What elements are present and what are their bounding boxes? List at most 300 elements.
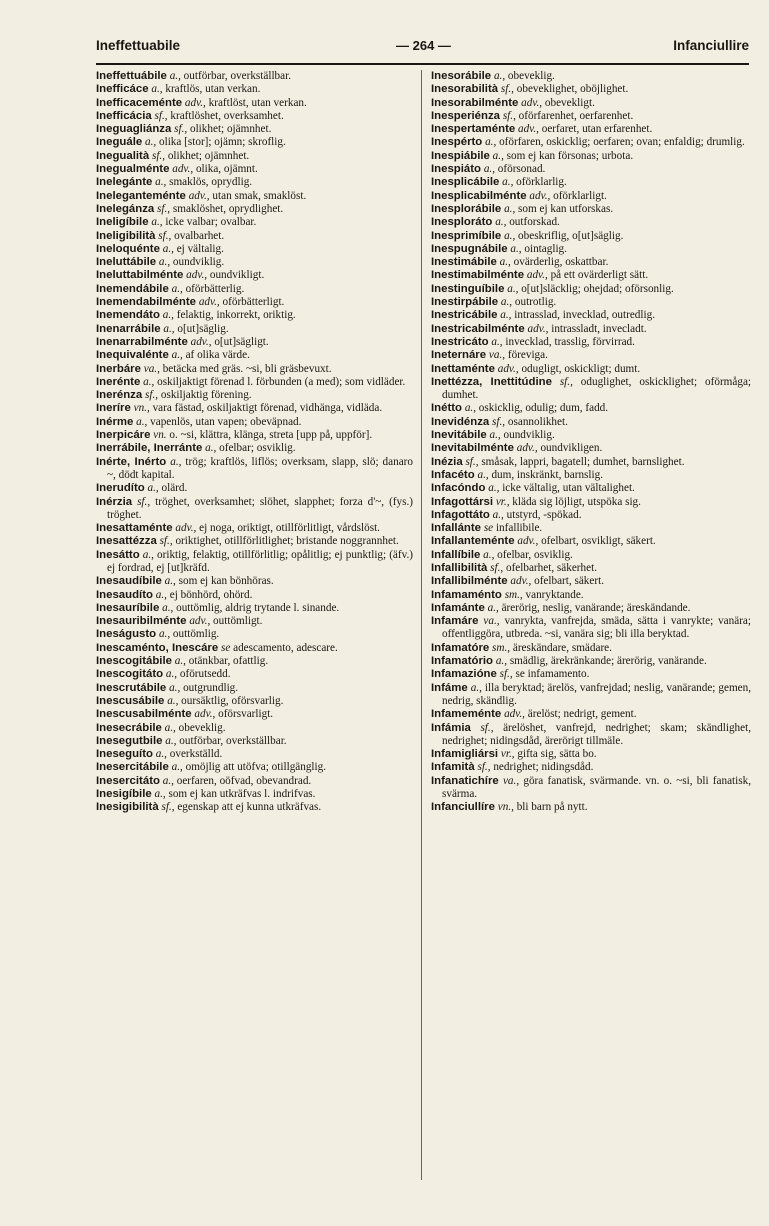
entry-headword: Infanatichíre [431,774,499,787]
entry-part-of-speech: a., [164,575,176,588]
entry-part-of-speech: a., [485,136,497,149]
header-rule [96,63,749,65]
entry-definition: invecklad, trasslig, förvirrad. [505,335,635,348]
entry-definition: otänkbar, ofattlig. [188,655,269,668]
dictionary-entry [431,176,751,189]
entry-part-of-speech: adv., [521,96,543,109]
entry-part-of-speech: adv., [516,442,538,455]
entry-definition: på ett ovärderligt sätt. [550,269,649,282]
entry-part-of-speech: a., [143,375,155,388]
dictionary-entry [96,575,413,588]
dictionary-entry [431,243,751,256]
entry-headword: Inesigibilità [96,801,159,814]
entry-headword: Infáme [431,681,468,694]
dictionary-entry [431,522,751,535]
entry-definition: oduglighet, oskicklighet; oförmåga; dumhet. [442,375,752,402]
entry-definition: olikhet; ojämnhet. [167,149,250,162]
dictionary-entry [431,336,751,349]
entry-part-of-speech: a., [504,229,516,242]
entry-headword: Inespiábile [431,149,490,162]
entry-headword: Infacéto [431,468,475,481]
entry-definition: göra fanatisk, svärmande. vn. o. ~si, bli fanatisk, svärma. [442,774,752,801]
entry-headword: Ineffettuábile [96,70,167,82]
entry-part-of-speech: se [221,641,231,654]
entry-headword: Inestinguíbile [431,282,505,295]
entry-part-of-speech: va., [502,774,520,787]
dictionary-entry [431,416,751,429]
entry-definition: tröghet, overksamhet; slöhet, slapphet; forza d'~, (fys.) tröghet. [107,495,414,521]
entry-headword: Infanciullíre [431,801,495,814]
entry-definition: obeveklig. [507,70,555,82]
dictionary-entry [431,801,751,814]
entry-headword: Inescusabilménte [96,708,192,721]
entry-headword: Inesploráto [431,216,493,229]
entry-definition: obevekligt. [544,96,595,109]
entry-definition: oskiljaktig förening. [160,389,252,402]
entry-part-of-speech: va., [143,362,160,375]
entry-headword: Inesaudíto [96,588,153,601]
entry-headword: Inegualménte [96,163,170,176]
entry-part-of-speech: adv., [526,269,548,282]
entry-part-of-speech: sf., [500,83,514,96]
entry-definition: outgrundlig. [183,681,239,694]
entry-definition: outforskad. [509,216,560,229]
entry-definition: obeveklig. [178,721,226,734]
entry-part-of-speech: a., [477,468,489,481]
dictionary-entry [431,429,751,442]
entry-headword: Inézia [431,455,463,468]
entry-part-of-speech: a., [163,322,175,335]
entry-headword: Inescrutábile [96,681,167,694]
dictionary-entry [96,309,413,322]
entry-headword: Inescusábile [96,694,165,707]
entry-part-of-speech: sf., [492,415,506,428]
entry-headword: Inétto [431,402,463,415]
dictionary-entry [431,216,751,229]
entry-definition: icke valbar; ovalbar. [165,216,257,229]
entry-part-of-speech: a., [500,309,512,322]
dictionary-entry [96,163,413,176]
dictionary-entry [431,150,751,163]
entry-part-of-speech: a., [502,176,514,189]
entry-headword: Inesegutbile [96,734,163,747]
entry-definition: ej bönhörd, ohörd. [169,588,253,601]
entry-part-of-speech: a., [162,774,174,787]
entry-definition: se infamamento. [515,668,590,681]
entry-definition: ärerörig, neslig, vanärande; äreskändande. [501,601,691,614]
entry-part-of-speech: a., [151,83,163,96]
entry-definition: oförutsedd. [179,668,231,681]
entry-part-of-speech: a., [510,242,522,255]
entry-headword: Inesplicábile [431,176,500,189]
entry-headword: Inettaménte [431,362,495,375]
entry-headword: Inespugnábile [431,242,508,255]
entry-part-of-speech: sf., [159,535,173,548]
entry-part-of-speech: a., [171,761,183,774]
entry-definition: ovalbarhet. [174,229,225,242]
entry-part-of-speech: sf., [157,202,171,215]
entry-part-of-speech: a., [169,681,181,694]
dictionary-entry [431,535,751,548]
entry-definition: som ej kan utforskas. [518,202,614,215]
entry-part-of-speech: vr., [500,748,515,761]
entry-headword: Ineluttabilménte [96,269,184,282]
running-head-left: Ineffettuabile [96,38,181,53]
entry-part-of-speech: sf., [559,375,573,388]
entry-definition: oförfarenhet, oerfarenhet. [518,109,634,122]
entry-definition: omöjlig att utöfva; otillgänglig. [185,761,327,774]
entry-headword: Infamatório [431,655,494,668]
entry-definition: oundviklig. [172,256,225,269]
dictionary-entry [431,296,751,309]
entry-headword: Ineságusto [96,628,157,641]
entry-part-of-speech: adv., [175,522,197,535]
entry-part-of-speech: se [483,522,494,535]
entry-headword: Ineguále [96,136,143,149]
entry-part-of-speech: sf., [490,561,504,574]
entry-headword: Inelegánte [96,176,153,189]
entry-definition: intrasslad, invecklad, outredlig. [514,309,656,322]
entry-definition: o. ~si, klättra, klänga, streta [upp på, uppför]. [169,429,373,442]
entry-headword: Inestimabilménte [431,269,525,282]
entry-part-of-speech: a., [464,402,476,415]
entry-definition: bli barn på nytt. [516,801,588,814]
dictionary-entry [96,376,413,389]
entry-definition: ej noga, oriktigt, otillförlitligt, vårdslöst. [199,522,380,535]
entry-part-of-speech: adv., [504,708,525,721]
entry-headword: Infameménte [431,708,502,721]
running-head-right: Infanciullire [673,38,749,53]
entry-definition: oundviklig. [503,429,555,442]
entry-headword: Infamatóre [431,641,490,654]
dictionary-entry [431,376,751,403]
entry-definition: ofelbar, osviklig. [497,548,573,561]
entry-headword: Inesorabilità [431,83,499,96]
dictionary-entry [96,748,413,761]
entry-definition: smaklös, oprydlig. [169,176,253,189]
entry-headword: Inérte, Inérto [96,455,167,468]
dictionary-entry [431,363,751,376]
dictionary-entry [96,682,413,695]
dictionary-entry [96,230,413,243]
entry-part-of-speech: a., [491,335,503,348]
entry-definition: egenskap att ej kunna utkräfvas. [177,801,322,814]
dictionary-entry [96,323,413,336]
dictionary-entry [431,549,751,562]
entry-part-of-speech: sf., [174,123,188,136]
entry-headword: Inemendabilménte [96,296,197,309]
dictionary-entry [96,402,413,415]
entry-part-of-speech: a., [495,655,508,668]
entry-part-of-speech: adv., [527,322,549,335]
entry-part-of-speech: sf., [137,495,151,508]
entry-headword: Infallanteménte [431,535,515,548]
entry-headword: Inescaménto, Inescáre [96,641,219,654]
dictionary-entry [96,456,413,483]
entry-part-of-speech: a., [470,681,482,694]
dictionary-entry [96,788,413,801]
entry-definition: ofelbart, säkert. [534,575,604,588]
dictionary-entry [431,496,751,509]
entry-headword: Inesorábile [431,70,492,82]
entry-part-of-speech: a., [147,482,159,495]
dictionary-entry [431,682,751,709]
entry-part-of-speech: a., [162,309,174,322]
entry-definition: vanryktande. [525,588,584,601]
page-header [96,38,749,60]
entry-part-of-speech: sf., [154,109,168,122]
entry-headword: Inesorabilménte [431,96,519,109]
dictionary-entry [431,123,751,136]
entry-part-of-speech: a., [162,242,174,255]
entry-definition: ej vältalig. [176,242,224,255]
dictionary-entry [431,442,751,455]
entry-part-of-speech: sf., [477,761,491,774]
dictionary-entry [96,150,413,163]
dictionary-entry [96,216,413,229]
entry-part-of-speech: adv., [198,296,220,309]
dictionary-entry [431,203,751,216]
entry-headword: Ineloquénte [96,242,160,255]
entry-headword: Inemendábile [96,282,169,295]
dictionary-entry [431,97,751,110]
entry-headword: Inesattézza [96,535,157,548]
dictionary-entry [96,123,413,136]
entry-definition: nedrighet; nidingsdåd. [493,761,594,774]
entry-part-of-speech: a., [171,282,183,295]
entry-part-of-speech: a., [488,482,500,495]
dictionary-entry [96,283,413,296]
entry-definition: outtömlig, aldrig trytande l. sinande. [176,601,340,614]
dictionary-entry [431,469,751,482]
entry-headword: Inerudíto [96,482,145,495]
entry-definition: kläda sig löjligt, utspöka sig. [512,495,641,508]
entry-definition: ofelbar; osviklig. [219,442,296,455]
dictionary-entry [96,708,413,721]
dictionary-entry [431,269,751,282]
entry-part-of-speech: adv., [510,575,532,588]
entry-headword: Ineligibilità [96,229,156,242]
entry-headword: Infallánte [431,522,482,535]
entry-definition: äreskändare, smädare. [512,641,612,654]
entry-part-of-speech: sm., [504,588,523,601]
entry-headword: Infámia [431,721,471,734]
entry-headword: Inevidénza [431,415,490,428]
dictionary-entry [431,562,751,575]
entry-definition: o[ut]sägligt. [214,335,269,348]
entry-headword: Inesercitáto [96,774,160,787]
entry-part-of-speech: a., [499,256,511,269]
dictionary-entry [96,110,413,123]
entry-definition: oskicklig, odulig; dum, fadd. [478,402,609,415]
entry-part-of-speech: a., [487,601,499,614]
entry-part-of-speech: a., [504,202,516,215]
dictionary-entry [431,309,751,322]
entry-headword: Inefficaceménte [96,96,183,109]
entry-headword: Inettézza, Inettitúdine [431,375,552,388]
entry-definition: som ej kan försonas; urbota. [506,149,634,162]
entry-headword: Infamigliársi [431,748,499,761]
dictionary-entry [96,735,413,748]
dictionary-entry [96,695,413,708]
entry-headword: Inenarrábile [96,322,161,335]
dictionary-entry [431,509,751,522]
entry-headword: Inefficácia [96,109,152,122]
dictionary-entry [431,602,751,615]
dictionary-entry [96,655,413,668]
entry-part-of-speech: sf., [161,801,175,814]
dictionary-entry [431,748,751,761]
entry-definition: adescamento, adescare. [233,641,338,654]
entry-definition: oundvikligt. [209,269,265,282]
entry-headword: Ineseguíto [96,748,153,761]
entry-definition: utan smak, smaklöst. [212,189,307,202]
dictionary-entry [96,190,413,203]
left-column [96,70,413,815]
entry-headword: Inesprimíbile [431,229,502,242]
entry-part-of-speech: adv., [497,362,519,375]
dictionary-entry [431,323,751,336]
dictionary-entry [96,761,413,774]
entry-definition: oerfaret, utan erfarenhet. [541,123,653,136]
entry-part-of-speech: a., [164,721,176,734]
entry-part-of-speech: a., [136,415,148,428]
entry-part-of-speech: adv., [172,163,194,176]
dictionary-entry [431,708,751,721]
entry-headword: Inegualità [96,149,150,162]
entry-part-of-speech: a., [170,455,182,468]
entry-definition: oförbätterligt. [222,296,285,309]
entry-part-of-speech: vn. [153,429,167,442]
entry-part-of-speech: a., [158,628,171,641]
entry-part-of-speech: a., [165,668,178,681]
entry-headword: Inespérto [431,136,483,149]
entry-definition: outtömlig. [172,628,220,641]
dictionary-entry [96,416,413,429]
entry-part-of-speech: adv., [529,189,551,202]
dictionary-entry [431,761,751,774]
entry-headword: Inesauribilménte [96,615,187,628]
dictionary-entry [431,349,751,362]
entry-part-of-speech: adv., [184,96,206,109]
entry-part-of-speech: sf., [151,149,166,162]
entry-definition: oundvikligen. [540,442,603,455]
entry-part-of-speech: a., [507,282,519,295]
dictionary-entry [431,230,751,243]
entry-part-of-speech: a., [155,588,167,601]
entry-definition: oriktighet, otillförlitlighet; bristande noggrannhet. [175,535,399,548]
entry-headword: Inesplicabilménte [431,189,527,202]
dictionary-entry [96,70,413,83]
dictionary-entry [96,496,413,523]
dictionary-entry [96,801,413,814]
entry-headword: Inescogitáto [96,668,164,681]
entry-headword: Inerrábile, Inerránte [96,442,203,455]
right-column [431,70,751,815]
entry-definition: vara fästad, oskiljaktigt förenad, vidhänga, vidläda. [152,402,383,415]
entry-definition: olikhet; ojämnhet. [189,123,272,136]
entry-definition: ärelöst; nedrigt, gement. [527,708,637,721]
entry-headword: Inerénte [96,375,141,388]
entry-part-of-speech: a., [500,296,513,309]
entry-part-of-speech: a., [171,349,183,362]
dictionary-entry [96,256,413,269]
entry-part-of-speech: sf., [158,229,172,242]
entry-part-of-speech: sf., [502,109,516,122]
entry-definition: smaklöshet, oprydlighet. [172,202,284,215]
entry-headword: Inesigíbile [96,788,152,801]
entry-headword: Inequivalénte [96,349,169,362]
entry-part-of-speech: va., [483,615,500,628]
entry-definition: föreviga. [507,349,548,362]
entry-part-of-speech: a., [483,548,495,561]
entry-part-of-speech: sf., [465,455,479,468]
entry-headword: Inesauríbile [96,601,160,614]
entry-definition: oursäktlig, oförsvarlig. [181,694,284,707]
entry-headword: Ineligíbile [96,216,149,229]
entry-part-of-speech: vr., [495,495,510,508]
dictionary-entry [96,269,413,282]
entry-part-of-speech: adv., [518,123,539,136]
entry-part-of-speech: a., [162,601,174,614]
entry-part-of-speech: adv., [194,708,216,721]
entry-part-of-speech: sm., [492,641,511,654]
entry-part-of-speech: adv., [186,269,208,282]
entry-definition: o[ut]säglig. [177,322,229,335]
dictionary-entry [96,429,413,442]
dictionary-entry [431,402,751,415]
dictionary-entry [96,589,413,602]
dictionary-entry [431,615,751,642]
entry-headword: Inesercitábile [96,761,169,774]
entry-part-of-speech: sf., [480,721,494,734]
entry-part-of-speech: a., [158,256,171,269]
entry-part-of-speech: adv., [189,615,211,628]
entry-part-of-speech: adv., [190,335,212,348]
dictionary-entry [96,97,413,110]
dictionary-entry [431,655,751,668]
entry-part-of-speech: a., [492,149,504,162]
entry-headword: Infallíbile [431,548,481,561]
entry-part-of-speech: va., [488,349,506,362]
entry-headword: Inespiáto [431,163,482,176]
entry-headword: Inérme [96,415,134,428]
entry-definition: obeskriflig, o[ut]säglig. [518,229,624,242]
dictionary-entry [96,349,413,362]
dictionary-entry [96,243,413,256]
entry-headword: Inespertaménte [431,123,516,136]
dictionary-entry [431,83,751,96]
dictionary-entry [431,589,751,602]
entry-headword: Inevitábile [431,429,487,442]
entry-definition: overkställd. [169,748,223,761]
dictionary-entry [431,136,751,149]
entry-definition: outförbar, overkställbar. [179,734,287,747]
entry-definition: vapenlös, utan vapen; obeväpnad. [150,415,302,428]
entry-headword: Inemendáto [96,309,160,322]
dictionary-entry [431,110,751,123]
entry-headword: Infamánte [431,601,485,614]
entry-part-of-speech: a., [165,734,177,747]
entry-headword: Inestricáto [431,335,489,348]
entry-definition: dum, inskränkt, barnslig. [491,468,604,481]
entry-part-of-speech: a., [205,442,217,455]
dictionary-entry [96,642,413,655]
entry-part-of-speech: a., [142,548,154,561]
entry-headword: Inesperiénza [431,109,501,122]
dictionary-entry [431,190,751,203]
column-divider [421,70,422,1180]
